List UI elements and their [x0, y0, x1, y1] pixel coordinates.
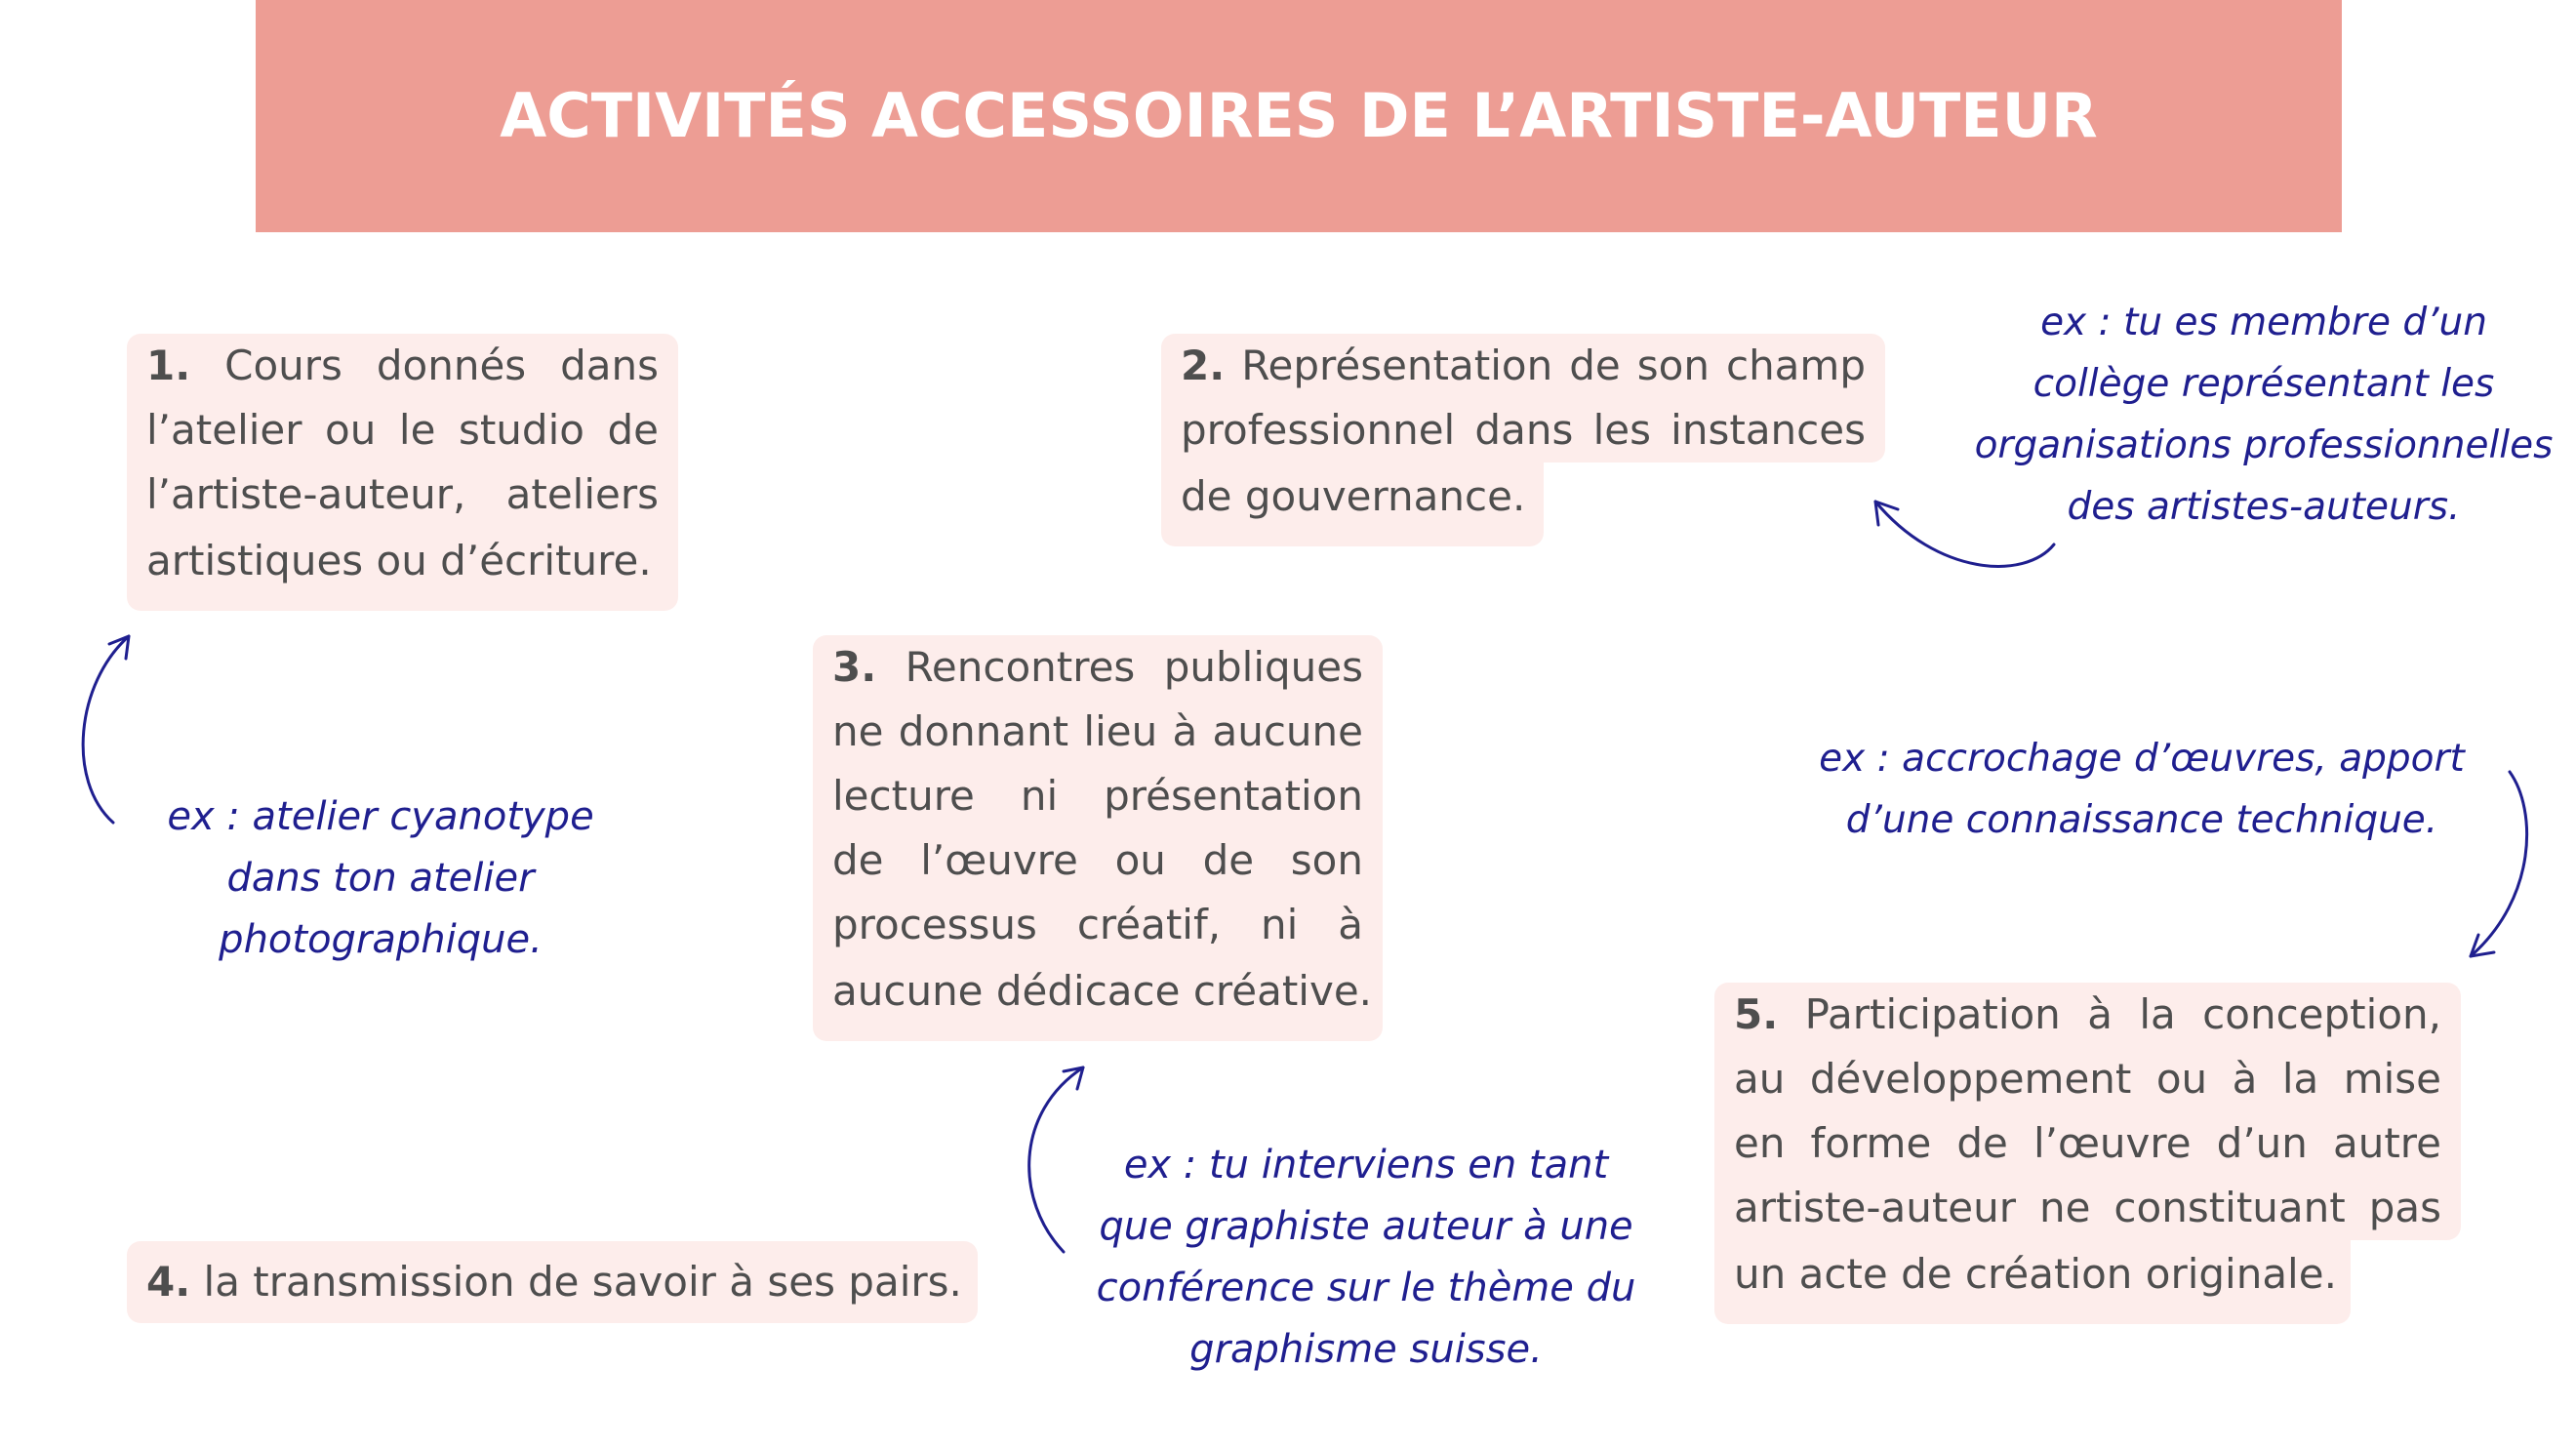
- note-line: ex : accrochage d’œuvres, apport: [1819, 737, 2465, 781]
- item-text: artistiques ou d’écriture.: [146, 537, 652, 584]
- item-number: 1.: [146, 342, 191, 389]
- item-number: 2.: [1181, 342, 1226, 389]
- item-text: l’artiste-auteur, ateliers: [146, 470, 659, 518]
- item-text: processus créatif, ni à: [832, 901, 1363, 948]
- curved-arrow-icon: [83, 636, 129, 823]
- note-line: conférence sur le thème du: [1096, 1266, 1636, 1310]
- item-text: Rencontres publiques: [905, 643, 1363, 691]
- item-text: lecture ni présentation: [832, 772, 1363, 820]
- page-title: ACTIVITÉS ACCESSOIRES DE L’ARTISTE-AUTEUR: [500, 79, 2098, 151]
- note-line: organisations professionnelles: [1974, 423, 2554, 467]
- item-text: l’atelier ou le studio de: [146, 406, 659, 454]
- item-text: un acte de création originale.: [1734, 1250, 2337, 1298]
- item-text: Cours donnés dans: [224, 342, 659, 389]
- note-line: graphisme suisse.: [1189, 1327, 1543, 1372]
- item-number: 3.: [832, 643, 877, 691]
- note-line: dans ton atelier: [226, 856, 535, 901]
- note-line: que graphiste auteur à une: [1099, 1204, 1633, 1249]
- note-line: collège représentant les: [2033, 362, 2495, 406]
- note-line: d’une connaissance technique.: [1845, 798, 2438, 842]
- note-line: photographique.: [219, 917, 543, 962]
- item-text: Participation à la conception,: [1804, 990, 2441, 1038]
- note-line: ex : tu interviens en tant: [1123, 1143, 1609, 1187]
- item-text: ne donnant lieu à aucune: [832, 707, 1363, 755]
- item-number: 5.: [1734, 990, 1779, 1038]
- item-text: en forme de l’œuvre d’un autre: [1734, 1119, 2441, 1167]
- note-line: ex : tu es membre d’un: [2040, 301, 2487, 344]
- item-text: la transmission de savoir à ses pairs.: [203, 1258, 962, 1306]
- note-line: des artistes-auteurs.: [2067, 485, 2461, 529]
- item-number: 4.: [146, 1258, 191, 1306]
- curved-arrow-icon: [1875, 502, 2054, 566]
- item-text: artiste-auteur ne constituant pas: [1734, 1184, 2441, 1231]
- item-text: de l’œuvre ou de son: [832, 836, 1363, 884]
- item-text: aucune dédicace créative.: [832, 967, 1373, 1015]
- item-text: Représentation de son champ: [1241, 342, 1866, 389]
- item-text: de gouvernance.: [1181, 472, 1526, 520]
- note-line: ex : atelier cyanotype: [167, 794, 594, 839]
- item-text: professionnel dans les instances: [1181, 406, 1866, 454]
- item-text: au développement ou à la mise: [1734, 1055, 2441, 1103]
- curved-arrow-icon: [2471, 772, 2527, 956]
- curved-arrow-icon: [1029, 1067, 1083, 1252]
